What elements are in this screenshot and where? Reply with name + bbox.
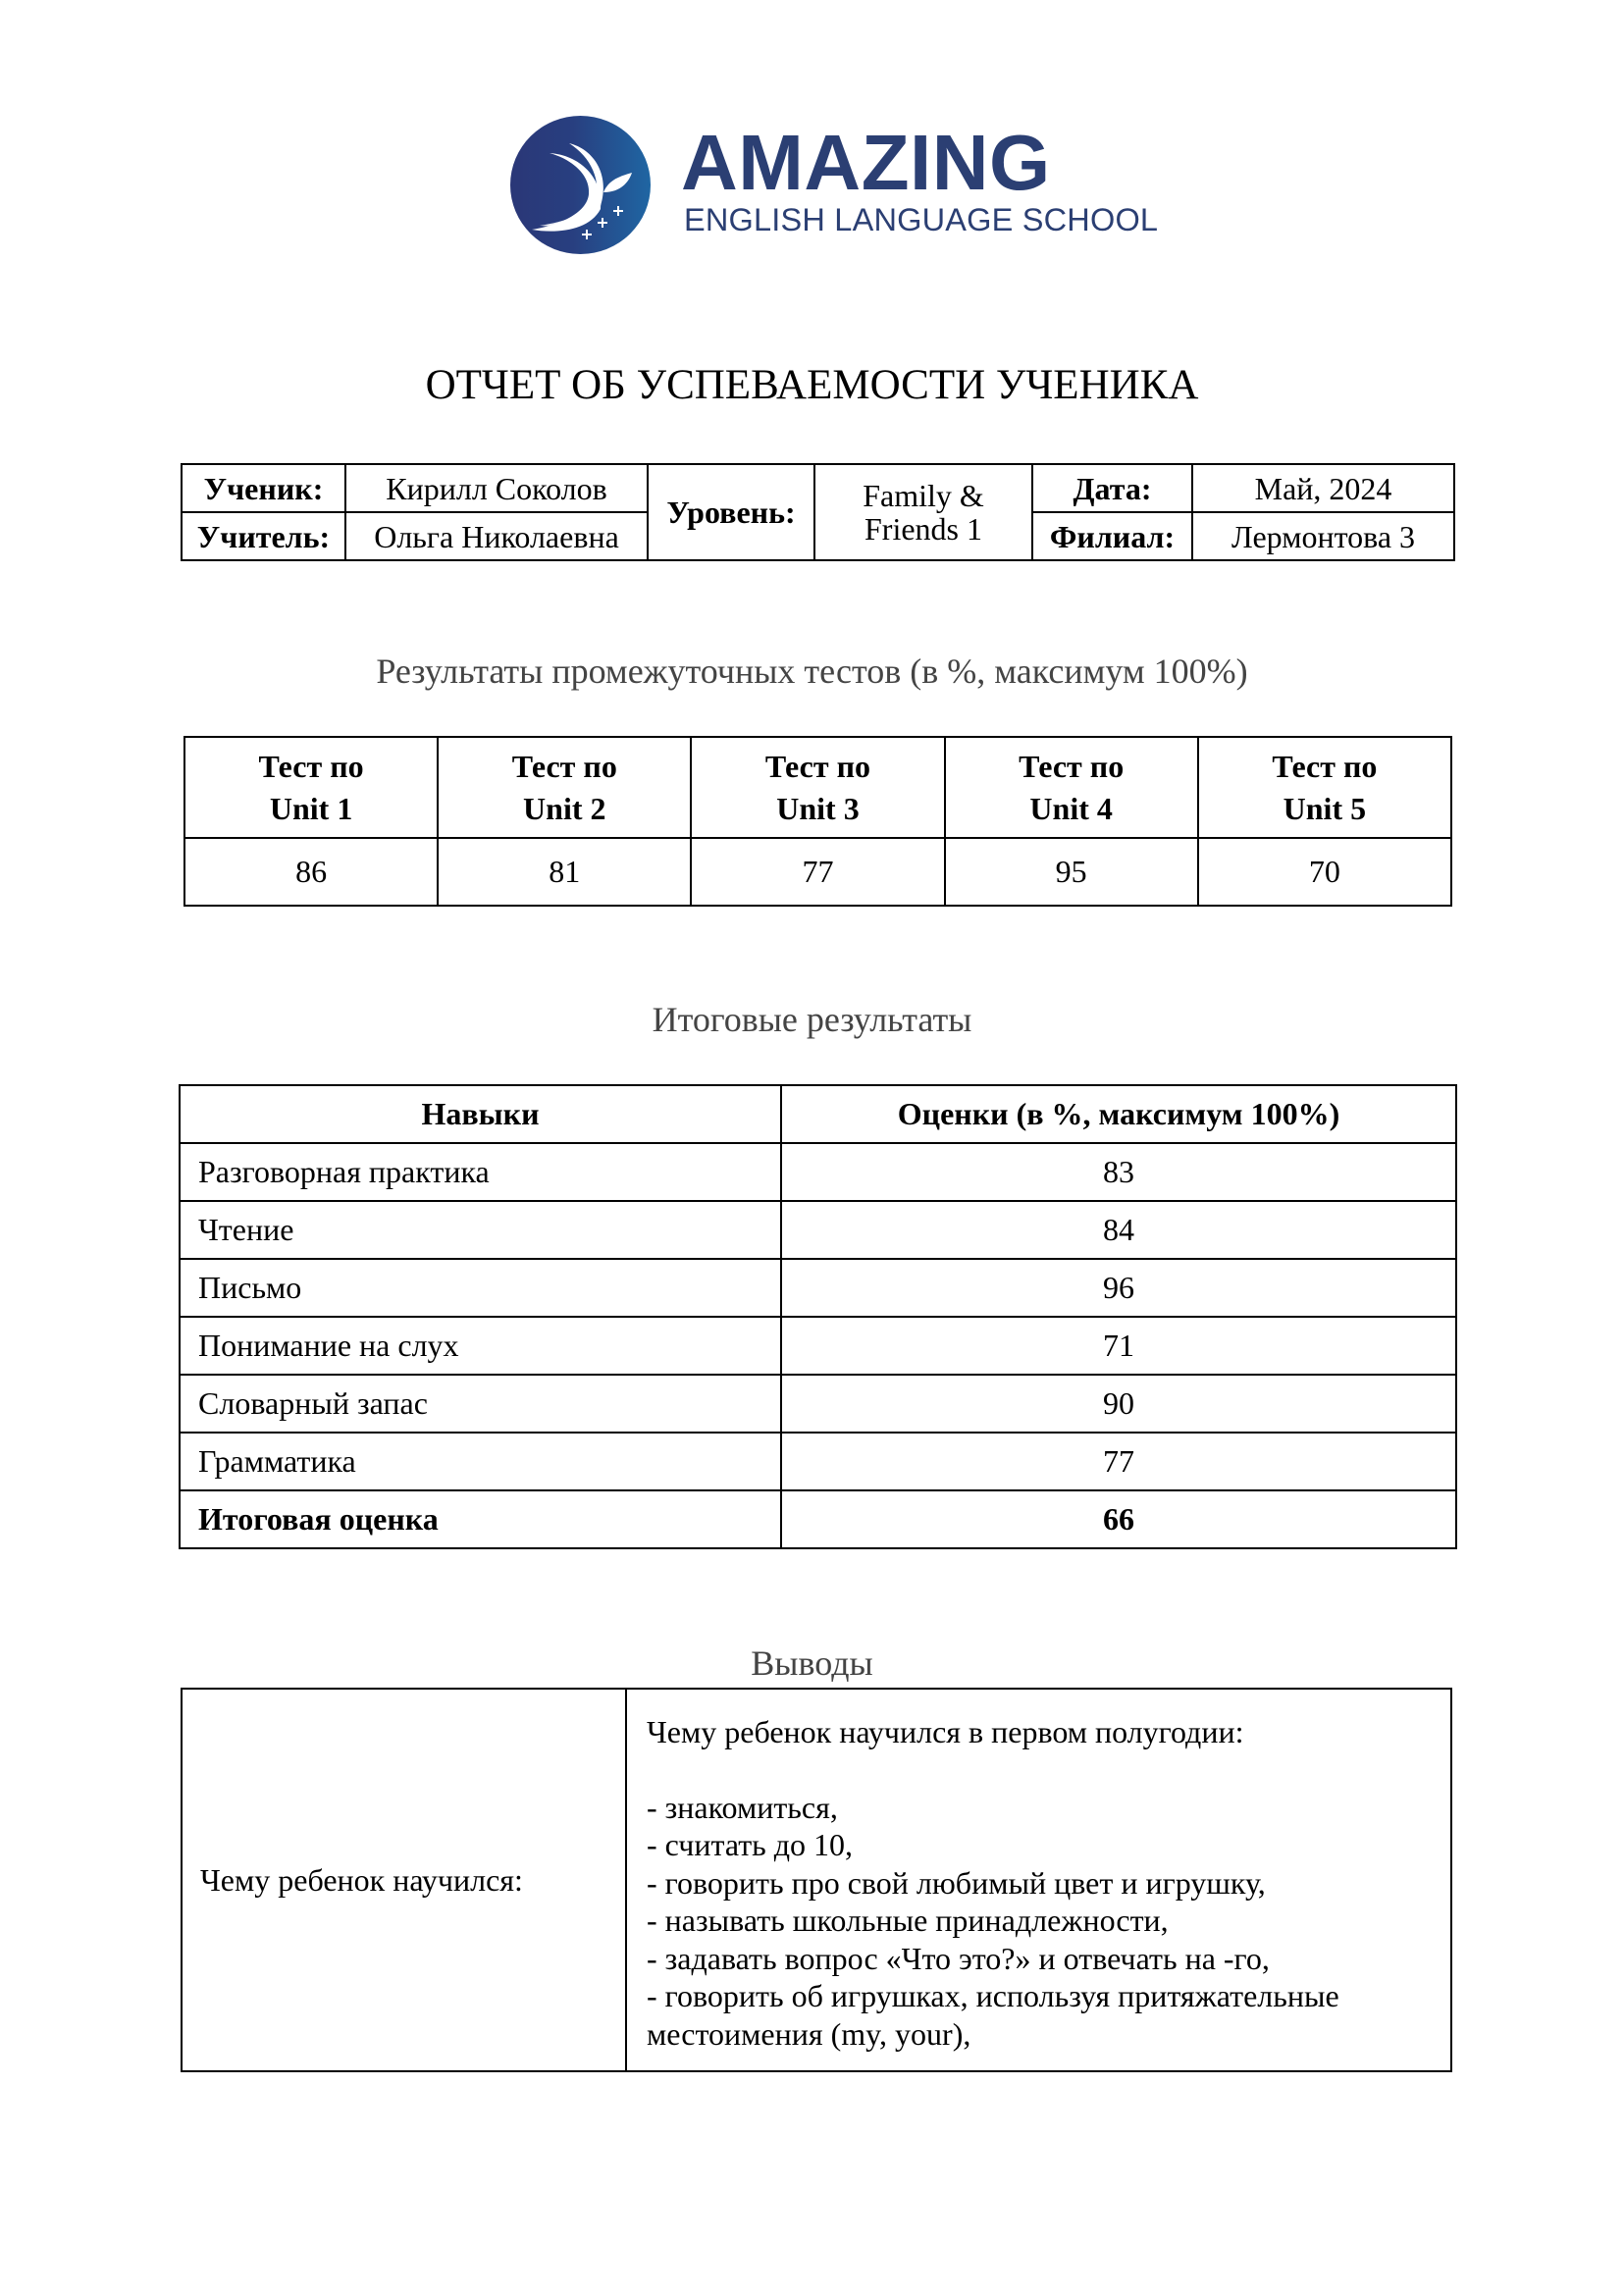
level-value <box>814 464 1032 560</box>
teacher-label: Учитель: <box>182 512 345 560</box>
test-header-line2: Unit 2 <box>523 790 606 826</box>
tests-values-row <box>184 838 1451 906</box>
brand-name: AMAZING <box>681 119 1051 206</box>
test-header-cell <box>691 737 944 838</box>
test-header-cell <box>945 737 1198 838</box>
test-header-line2: Unit 4 <box>1029 790 1113 826</box>
level-value-line1: Family & <box>863 478 984 513</box>
list-item: - задавать вопрос «Что это?» и отвечать на -го, <box>647 1940 1270 1976</box>
skill-score: 71 <box>781 1317 1456 1375</box>
test-score: 77 <box>691 838 944 906</box>
conclusions-label: Чему ребенок научился: <box>182 1689 626 2071</box>
skill-score: 84 <box>781 1201 1456 1259</box>
test-score: 81 <box>438 838 691 906</box>
total-row <box>180 1490 1456 1548</box>
test-header-line1: Тест по <box>1272 748 1378 784</box>
table-row <box>180 1143 1456 1201</box>
skill-score: 77 <box>781 1433 1456 1490</box>
date-label: Дата: <box>1032 464 1192 512</box>
date-value: Май, 2024 <box>1192 464 1454 512</box>
skill-score: 90 <box>781 1375 1456 1433</box>
final-header-row <box>180 1085 1456 1143</box>
test-header-cell <box>184 737 438 838</box>
list-item: - говорить про свой любимый цвет и игрушку, <box>647 1864 1266 1901</box>
list-item: - знакомиться, <box>647 1789 838 1825</box>
test-header-line2: Unit 3 <box>776 790 860 826</box>
total-label: Итоговая оценка <box>180 1490 781 1548</box>
test-header-cell <box>1198 737 1451 838</box>
list-item: - называть школьные принадлежности, <box>647 1903 1169 1938</box>
conclusions-intro: Чему ребенок научился в первом полугодии: <box>647 1714 1244 1749</box>
conclusions-section-title: Выводы <box>751 1643 873 1683</box>
header-skills: Навыки <box>180 1085 781 1143</box>
test-header-cell <box>438 737 691 838</box>
student-label: Ученик: <box>182 464 345 512</box>
test-header-line2: Unit 5 <box>1283 790 1367 826</box>
conclusions-table <box>181 1688 1452 2072</box>
level-value-line2: Friends 1 <box>864 511 982 547</box>
conclusions-content <box>626 1689 1451 2071</box>
list-item: - говорить об игрушках, используя притяжательные <box>647 1978 1339 2013</box>
student-value: Кирилл Соколов <box>345 464 648 512</box>
final-section-title: Итоговые результаты <box>652 1000 972 1039</box>
skill-score: 83 <box>781 1143 1456 1201</box>
table-row <box>180 1317 1456 1375</box>
skill-name: Словарный запас <box>180 1375 781 1433</box>
list-item: местоимения (my, your), <box>647 2015 971 2052</box>
test-score: 86 <box>184 838 438 906</box>
table-row <box>180 1259 1456 1317</box>
test-score: 95 <box>945 838 1198 906</box>
level-label: Уровень: <box>648 464 814 560</box>
test-header-line1: Тест по <box>511 748 617 784</box>
logo-bird-emblem-icon <box>510 116 651 254</box>
final-results-table <box>179 1084 1457 1549</box>
school-logo <box>510 116 1159 257</box>
tests-table <box>183 736 1452 907</box>
tests-section-title: Результаты промежуточных тестов (в %, максимум 100%) <box>376 652 1248 691</box>
table-row <box>180 1433 1456 1490</box>
skill-name: Разговорная практика <box>180 1143 781 1201</box>
brand-tagline: ENGLISH LANGUAGE SCHOOL <box>684 202 1159 237</box>
skill-name: Чтение <box>180 1201 781 1259</box>
tests-header-row <box>184 737 1451 838</box>
total-score: 66 <box>781 1490 1456 1548</box>
skill-name: Понимание на слух <box>180 1317 781 1375</box>
test-header-line1: Тест по <box>764 748 870 784</box>
list-item: - считать до 10, <box>647 1827 854 1862</box>
skill-score: 96 <box>781 1259 1456 1317</box>
test-header-line2: Unit 1 <box>269 790 353 826</box>
student-info-table <box>181 463 1455 561</box>
teacher-value: Ольга Николаевна <box>345 512 648 560</box>
test-header-line1: Тест по <box>1019 748 1125 784</box>
header-scores: Оценки (в %, максимум 100%) <box>781 1085 1456 1143</box>
skill-name: Грамматика <box>180 1433 781 1490</box>
test-score: 70 <box>1198 838 1451 906</box>
table-row <box>180 1201 1456 1259</box>
table-row <box>180 1375 1456 1433</box>
branch-value: Лермонтова 3 <box>1192 512 1454 560</box>
page-title: ОТЧЕТ ОБ УСПЕВАЕМОСТИ УЧЕНИКА <box>425 362 1199 408</box>
test-header-line1: Тест по <box>258 748 364 784</box>
branch-label: Филиал: <box>1032 512 1192 560</box>
skill-name: Письмо <box>180 1259 781 1317</box>
